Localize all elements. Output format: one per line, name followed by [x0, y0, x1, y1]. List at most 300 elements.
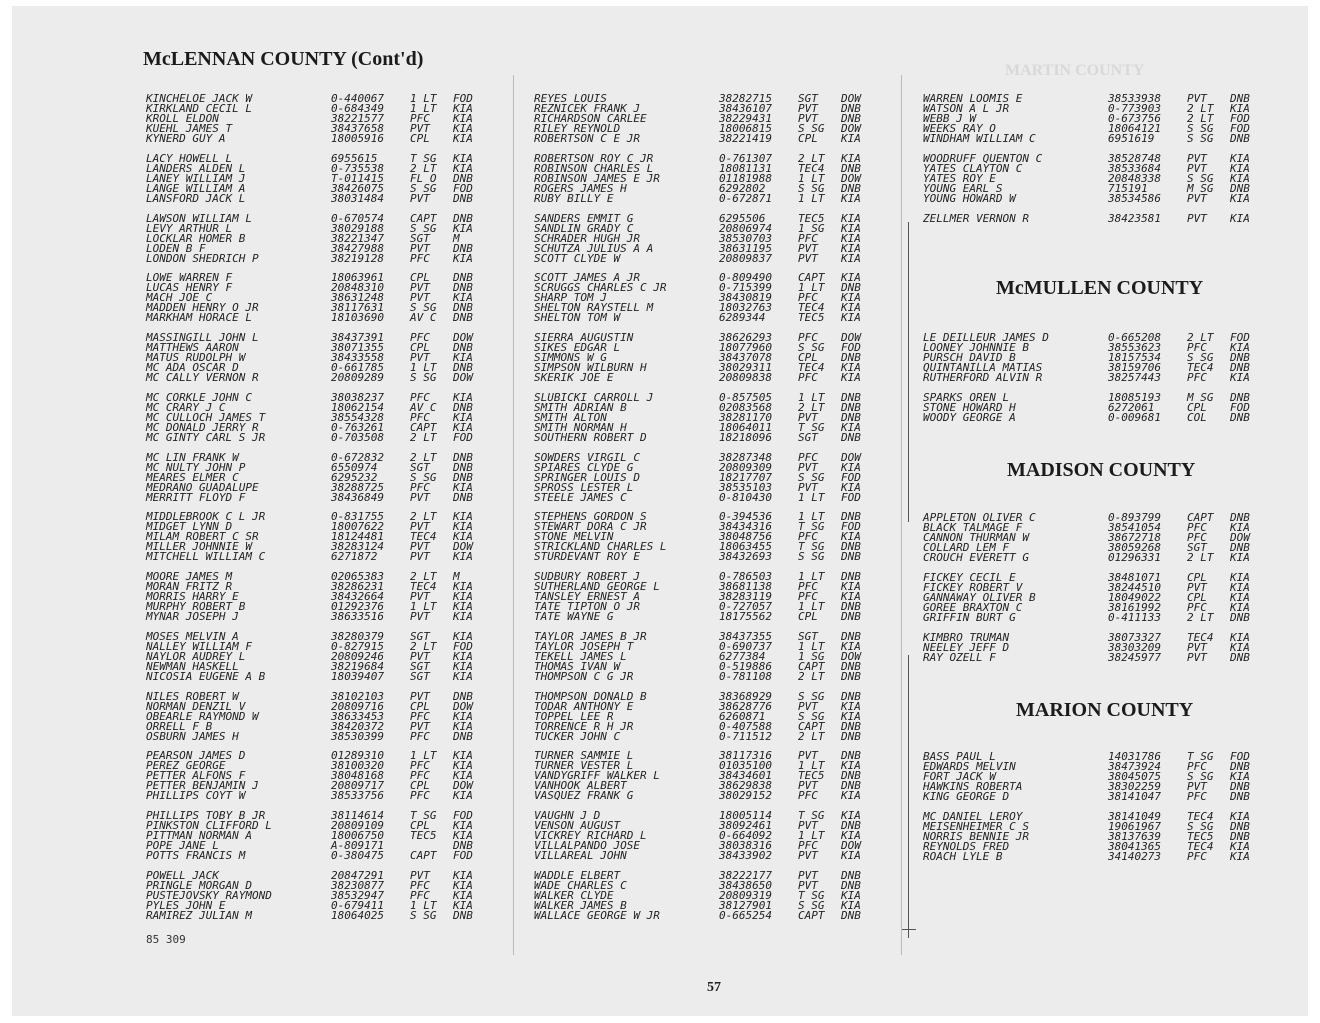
county-header-marion: MARION COUNTY: [1016, 699, 1194, 721]
entry-name: NICOSIA EUGENE A B: [146, 669, 266, 683]
entry-status: FOD: [453, 92, 473, 105]
entry-grade: PFC: [1187, 371, 1207, 384]
entry-status: KIA: [841, 709, 861, 723]
entry-name: ZELLMER VERNON R: [923, 211, 1029, 225]
entry-serial-number: 38426075: [331, 181, 384, 195]
entry-grade: PFC: [798, 789, 818, 803]
entry-status: KIA: [453, 610, 473, 623]
entry-serial-number: 38029311: [719, 361, 772, 374]
entry-serial-number: 18006815: [719, 122, 772, 135]
entry-grade: S SG: [410, 908, 437, 922]
entry-grade: CPL: [1187, 400, 1207, 414]
entry-grade: S SG: [1187, 171, 1214, 185]
entry-name: VENSON AUGUST: [534, 819, 621, 832]
entry-serial-number: 38535103: [719, 480, 772, 494]
entry-name: MEISENHEIMER C S: [923, 819, 1029, 833]
entry-grade: PVT: [1187, 580, 1207, 594]
entry-grade: PVT: [1187, 151, 1207, 165]
entry-name: EDWARDS MELVIN: [923, 760, 1016, 773]
entry-status: KIA: [1230, 770, 1250, 783]
entry-name: YATES CLAYTON C: [923, 161, 1023, 175]
entry-grade: TEC4: [1187, 809, 1214, 823]
entry-serial-number: 38244510: [1108, 580, 1161, 594]
entry-serial-number: 18063455: [719, 540, 772, 554]
entry-grade: 2 LT: [410, 430, 437, 444]
entry-serial-number: 38303209: [1108, 640, 1161, 654]
entry-name: LODEN B F: [146, 241, 206, 255]
entry-serial-number: 18124481: [331, 530, 384, 544]
entry-grade: PFC: [410, 729, 430, 743]
entry-serial-number: 18217707: [719, 470, 772, 484]
entry-serial-number: 38437078: [719, 351, 772, 364]
entry-grade: PVT: [410, 649, 430, 663]
entry-serial-number: 01296331: [1108, 551, 1161, 564]
entry-status: DNB: [841, 181, 861, 195]
entry-name: WOODY GEORGE A: [923, 410, 1016, 424]
entry-grade: CPL: [410, 819, 430, 832]
entry-serial-number: 6295506: [719, 211, 766, 225]
entry-status: DOW: [841, 839, 861, 852]
entry-serial-number: 38222177: [719, 868, 772, 882]
entry-grade: TEC4: [798, 361, 825, 374]
entry-name: THOMPSON DONALD B: [534, 689, 647, 703]
entry-grade: CAPT: [798, 659, 825, 673]
entry-grade: PFC: [410, 251, 430, 265]
entry-name: SOUTHERN ROBERT D: [534, 430, 647, 444]
entry-status: KIA: [1230, 849, 1250, 863]
entry-serial-number: 18157534: [1108, 351, 1161, 364]
entry-serial-number: 0-009681: [1108, 410, 1161, 424]
entry-serial-number: 38433902: [719, 849, 772, 862]
entry-grade: AV C: [410, 311, 437, 325]
entry-name: SHELTON TOM W: [534, 311, 621, 325]
entry-name: MC CALLY VERNON R: [146, 371, 259, 384]
entry-serial-number: 18062154: [331, 400, 384, 414]
entry-name: POTTS FRANCIS M: [146, 849, 246, 862]
entry-name: OSBURN JAMES H: [146, 729, 239, 743]
entry-name: FICKEY ROBERT V: [923, 580, 1023, 594]
entry-name: SMITH ALTON: [534, 410, 607, 424]
entry-name: PRINGLE MORGAN D: [146, 878, 252, 892]
entry-status: KIA: [841, 809, 861, 822]
entry-name: GANNAWAY OLIVER B: [923, 590, 1036, 604]
entry-status: KIA: [841, 699, 861, 713]
entry-status: DOW: [841, 331, 861, 344]
entry-name: MC LIN FRANK W: [146, 450, 239, 464]
entry-name: LONDON SHEDRICH P: [146, 251, 259, 265]
entry-name: YATES ROY E: [923, 171, 996, 185]
entry-serial-number: 38230877: [331, 878, 384, 892]
entry-serial-number: 20809717: [331, 779, 384, 793]
entry-grade: M SG: [1187, 181, 1214, 195]
entry-status: DNB: [841, 669, 861, 683]
entry-grade: PFC: [410, 331, 430, 344]
entry-name: KROLL ELDON: [146, 112, 219, 125]
entry-name: TAYLOR JOSEPH T: [534, 639, 634, 653]
entry-status: DNB: [453, 400, 473, 414]
entry-serial-number: 0-893799: [1108, 511, 1161, 524]
entry-name: SHELTON RAYSTELL M: [534, 301, 654, 315]
entry-status: DNB: [841, 659, 861, 673]
entry-name: VILLAREAL JOHN: [534, 849, 627, 862]
entry-grade: 1 LT: [410, 749, 437, 763]
entry-grade: S SG: [410, 221, 437, 235]
entry-status: KIA: [1230, 371, 1250, 384]
entry-grade: PFC: [1187, 849, 1207, 863]
entry-grade: AV C: [410, 400, 437, 414]
entry-status: DNB: [841, 689, 861, 703]
entry-grade: PVT: [410, 122, 430, 135]
entry-grade: SGT: [410, 659, 430, 673]
entry-status: KIA: [841, 480, 861, 494]
entry-grade: CAPT: [798, 908, 825, 922]
entry-name: SIMMONS W G: [534, 351, 607, 364]
entry-grade: SGT: [410, 629, 430, 643]
entry-serial-number: 38073327: [1108, 630, 1161, 644]
entry-grade: PFC: [410, 709, 430, 723]
entry-name: PETTER ALFONS F: [146, 769, 246, 783]
entry-grade: TEC4: [410, 530, 437, 544]
entry-name: PHILLIPS COYT W: [146, 789, 246, 803]
entry-serial-number: 0-679411: [331, 898, 384, 912]
entry-serial-number: 01035100: [719, 759, 772, 773]
entry-grade: 2 LT: [1187, 551, 1214, 564]
entry-grade: PVT: [410, 191, 430, 205]
entry-status: FOD: [453, 181, 473, 195]
entry-status: DNB: [841, 769, 861, 783]
entry-serial-number: 38554328: [331, 410, 384, 424]
entry-grade: 2 LT: [798, 400, 825, 414]
entry-name: MYNAR JOSEPH J: [146, 610, 239, 623]
county-header-madison: MADISON COUNTY: [1007, 459, 1196, 481]
entry-name: SOWDERS VIRGIL C: [534, 450, 640, 464]
entry-serial-number: 0-407588: [719, 719, 772, 733]
entry-grade: SGT: [798, 92, 818, 105]
entry-name: TURNER SAMMIE L: [534, 749, 634, 763]
entry-status: KIA: [841, 460, 861, 474]
entry-status: DNB: [841, 749, 861, 763]
entry-name: MILAM ROBERT C SR: [146, 530, 259, 544]
entry-serial-number: 18103690: [331, 311, 384, 325]
entry-serial-number: 38530703: [719, 231, 772, 245]
entry-grade: PFC: [798, 371, 818, 384]
entry-serial-number: 0-711512: [719, 729, 772, 743]
entry-status: FOD: [453, 849, 473, 862]
entry-status: M: [453, 231, 460, 245]
entry-serial-number: 18081131: [719, 161, 772, 175]
entry-serial-number: 38219684: [331, 659, 384, 673]
entry-grade: 1 LT: [798, 510, 825, 524]
entry-status: DNB: [841, 410, 861, 424]
column-divider: [513, 75, 514, 955]
entry-serial-number: 38102103: [331, 689, 384, 703]
entry-serial-number: 0-763261: [331, 420, 384, 434]
entry-grade: CAPT: [1187, 511, 1214, 524]
entry-name: STONE HOWARD H: [923, 400, 1016, 414]
entry-name: APPLETON OLIVER C: [923, 511, 1036, 524]
entry-serial-number: 0-664092: [719, 829, 772, 842]
entry-grade: PVT: [410, 291, 430, 305]
entry-name: WALKER JAMES B: [534, 898, 627, 912]
entry-grade: PFC: [410, 112, 430, 125]
entry-serial-number: 38473924: [1108, 760, 1161, 773]
entry-serial-number: 01292376: [331, 600, 384, 613]
entry-name: VASQUEZ FRANK G: [534, 789, 634, 803]
entry-name: MC NULTY JOHN P: [146, 460, 246, 474]
entry-status: KIA: [841, 371, 861, 384]
entry-grade: 1 LT: [798, 829, 825, 842]
entry-name: MORAN FRITZ R: [146, 580, 233, 593]
entry-serial-number: 0-672871: [719, 191, 772, 205]
entry-status: KIA: [453, 749, 473, 763]
entry-grade: 2 LT: [798, 729, 825, 743]
entry-name: VANHOOK ALBERT: [534, 779, 627, 793]
entry-name: SMITH NORMAN H: [534, 420, 627, 434]
entry-status: KIA: [841, 888, 861, 902]
entry-name: MATUS RUDOLPH W: [146, 351, 246, 364]
entry-serial-number: 38533756: [331, 789, 384, 803]
entry-grade: 1 LT: [798, 171, 825, 185]
entry-grade: PVT: [798, 102, 818, 115]
entry-status: KIA: [453, 878, 473, 892]
entry-status: FOD: [1230, 122, 1250, 135]
entry-status: KIA: [841, 211, 861, 225]
entry-name: GOREE BRAXTON C: [923, 600, 1023, 614]
entry-name: LANGE WILLIAM A: [146, 181, 246, 195]
entry-serial-number: 38117316: [719, 749, 772, 763]
entry-status: KIA: [453, 659, 473, 673]
entry-status: DNB: [453, 311, 473, 325]
entry-status: DNB: [453, 460, 473, 474]
entry-name: POWELL JACK: [146, 868, 219, 882]
entry-grade: CPL: [410, 699, 430, 713]
entry-grade: TEC5: [798, 769, 825, 783]
entry-status: DNB: [841, 878, 861, 892]
entry-serial-number: 38438650: [719, 878, 772, 892]
entry-name: MERRITT FLOYD F: [146, 490, 246, 504]
entry-grade: PVT: [410, 540, 430, 554]
entry-serial-number: 38041365: [1108, 839, 1161, 853]
entry-name: CROUCH EVERETT G: [923, 551, 1029, 564]
entry-name: MIDGET LYNN D: [146, 520, 233, 534]
entry-name: MATTHEWS AARON: [146, 341, 239, 354]
entry-serial-number: 18218096: [719, 430, 772, 444]
entry-name: ORRELL F B: [146, 719, 213, 733]
entry-grade: PVT: [798, 410, 818, 424]
entry-status: FOD: [841, 470, 861, 484]
entry-serial-number: 0-715399: [719, 281, 772, 295]
entry-grade: 1 SG: [798, 221, 825, 235]
entry-serial-number: 19061967: [1108, 819, 1161, 833]
entry-name: LACY HOWELL L: [146, 151, 233, 165]
entry-status: KIA: [841, 251, 861, 265]
entry-status: KIA: [453, 221, 473, 235]
entry-serial-number: 6271872: [331, 550, 378, 564]
entry-name: PHILLIPS TOBY B JR: [146, 809, 266, 822]
entry-grade: PFC: [1187, 531, 1207, 544]
entry-name: SUDBURY ROBERT J: [534, 570, 640, 583]
entry-grade: CAPT: [798, 271, 825, 285]
entry-serial-number: 38281170: [719, 410, 772, 424]
entry-name: MURPHY ROBERT B: [146, 600, 246, 613]
entry-status: DOW: [453, 779, 473, 793]
entry-name: OBEARLE RAYMOND W: [146, 709, 259, 723]
entry-grade: S SG: [410, 181, 437, 195]
entry-serial-number: 38221347: [331, 231, 384, 245]
entry-name: MC GINTY CARL S JR: [146, 430, 266, 444]
entry-name: NEWMAN HASKELL: [146, 659, 239, 673]
entry-serial-number: 38420372: [331, 719, 384, 733]
entry-status: KIA: [841, 301, 861, 315]
entry-grade: PVT: [410, 590, 430, 603]
entry-serial-number: T-011415: [331, 171, 384, 185]
entry-serial-number: 38633516: [331, 610, 384, 623]
entry-grade: 1 SG: [798, 649, 825, 663]
entry-status: FOD: [1230, 400, 1250, 414]
entry-grade: 1 LT: [798, 281, 825, 295]
entry-grade: PFC: [1187, 521, 1207, 534]
entry-serial-number: 0-690737: [719, 639, 772, 653]
entry-name: STEWART DORA C JR: [534, 520, 647, 534]
entry-name: NORMAN DENZIL V: [146, 699, 246, 713]
entry-status: KIA: [1230, 600, 1250, 614]
entry-name: VICKREY RICHARD L: [534, 829, 647, 842]
entry-name: MEARES ELMER C: [146, 470, 239, 484]
entry-serial-number: 18006750: [331, 829, 384, 842]
entry-name: KINCHELOE JACK W: [146, 92, 252, 105]
entry-name: SANDERS EMMIT G: [534, 211, 634, 225]
entry-status: DNB: [1230, 650, 1250, 664]
entry-grade: CPL: [1187, 570, 1207, 584]
entry-grade: SGT: [410, 231, 430, 245]
entry-grade: 2 LT: [410, 450, 437, 464]
entry-serial-number: 6272061: [1108, 400, 1155, 414]
entry-grade: TEC4: [1187, 839, 1214, 853]
entry-serial-number: 0-761307: [719, 151, 772, 165]
entry-status: KIA: [1230, 341, 1250, 354]
footer-code: 85 309: [146, 933, 186, 946]
entry-grade: CPL: [410, 779, 430, 793]
entry-name: SIMPSON WILBURN H: [534, 361, 647, 374]
entry-serial-number: 20848338: [1108, 171, 1161, 185]
entry-serial-number: 38257443: [1108, 371, 1161, 384]
entry-serial-number: 38127901: [719, 898, 772, 912]
entry-grade: 2 LT: [410, 639, 437, 653]
entry-status: DNB: [841, 570, 861, 583]
entry-status: FOD: [841, 341, 861, 354]
entry-serial-number: 18085193: [1108, 390, 1161, 404]
entry-name: TUCKER JOHN C: [534, 729, 621, 743]
entry-grade: PFC: [410, 769, 430, 783]
entry-grade: PVT: [798, 749, 818, 763]
entry-grade: S SG: [1187, 132, 1214, 145]
entry-serial-number: 6295232: [331, 470, 378, 484]
entry-grade: PVT: [410, 490, 430, 504]
entry-grade: PFC: [410, 888, 430, 902]
entry-status: KIA: [841, 590, 861, 603]
entry-status: DNB: [453, 191, 473, 205]
entry-grade: S SG: [410, 371, 437, 384]
entry-grade: PFC: [410, 480, 430, 494]
entry-serial-number: 18032763: [719, 301, 772, 315]
entry-status: FOD: [453, 639, 473, 653]
entry-name: REYNOLDS FRED: [923, 839, 1010, 853]
entry-serial-number: 38114614: [331, 809, 384, 822]
entry-status: KIA: [841, 231, 861, 245]
column-divider: [901, 75, 902, 955]
entry-name: RAMIREZ JULIAN M: [146, 908, 252, 922]
entry-serial-number: 38221419: [719, 132, 772, 145]
entry-serial-number: 38432693: [719, 550, 772, 564]
entry-name: SUTHERLAND GEORGE L: [534, 580, 660, 593]
entry-status: KIA: [453, 520, 473, 534]
entry-serial-number: 0-810430: [719, 490, 772, 504]
entry-name: MADDEN HENRY O JR: [146, 301, 259, 315]
entry-name: SCOTT JAMES A JR: [534, 271, 640, 285]
entry-grade: CAPT: [410, 849, 437, 862]
entry-name: YOUNG HOWARD W: [923, 191, 1016, 205]
entry-status: KIA: [453, 530, 473, 544]
county-header-mcmullen: McMULLEN COUNTY: [996, 277, 1204, 299]
entry-serial-number: 20809309: [719, 460, 772, 474]
entry-status: KIA: [1230, 151, 1250, 165]
entry-grade: PFC: [798, 450, 818, 464]
entry-grade: CPL: [798, 132, 818, 145]
entry-status: DNB: [453, 361, 473, 374]
entry-serial-number: 20809319: [719, 888, 772, 902]
entry-grade: CPL: [410, 271, 430, 285]
entry-status: KIA: [453, 649, 473, 663]
entry-serial-number: 38137639: [1108, 829, 1161, 843]
entry-name: NEELEY JEFF D: [923, 640, 1010, 654]
entry-grade: CAPT: [410, 420, 437, 434]
entry-status: FOD: [453, 809, 473, 822]
entry-grade: PVT: [1187, 191, 1207, 205]
entry-name: MC CORKLE JOHN C: [146, 390, 252, 404]
entry-status: KIA: [453, 888, 473, 902]
entry-grade: SGT: [798, 430, 818, 444]
entry-serial-number: 38302259: [1108, 780, 1161, 793]
entry-grade: TEC4: [1187, 630, 1214, 644]
entry-grade: 2 LT: [410, 570, 437, 583]
entry-grade: CPL: [410, 132, 430, 145]
entry-status: DNB: [1230, 351, 1250, 364]
entry-serial-number: 18175562: [719, 610, 772, 623]
entry-serial-number: 0-394536: [719, 510, 772, 524]
entry-grade: 1 LT: [798, 639, 825, 653]
entry-name: ROACH LYLE B: [923, 849, 1003, 863]
entry-grade: CPL: [798, 610, 818, 623]
entry-status: DNB: [841, 550, 861, 564]
entry-name: HAWKINS ROBERTA: [923, 780, 1023, 793]
entry-serial-number: 01289310: [331, 749, 384, 763]
entry-status: FOD: [841, 520, 861, 534]
entry-grade: 2 LT: [798, 151, 825, 165]
entry-grade: PVT: [798, 480, 818, 494]
entry-name: LAWSON WILLIAM L: [146, 211, 252, 225]
entry-status: DNB: [841, 540, 861, 554]
entry-name: COLLARD LEM F: [923, 541, 1010, 554]
entry-status: DNB: [1230, 361, 1250, 374]
entry-status: KIA: [1230, 161, 1250, 175]
entry-status: KIA: [841, 291, 861, 305]
entry-name: PYLES JOHN E: [146, 898, 226, 912]
entry-serial-number: 38029152: [719, 789, 772, 803]
entry-serial-number: 38432664: [331, 590, 384, 603]
entry-status: KIA: [1230, 839, 1250, 853]
entry-status: DNB: [453, 839, 473, 852]
entry-name: LANSFORD JACK L: [146, 191, 246, 205]
